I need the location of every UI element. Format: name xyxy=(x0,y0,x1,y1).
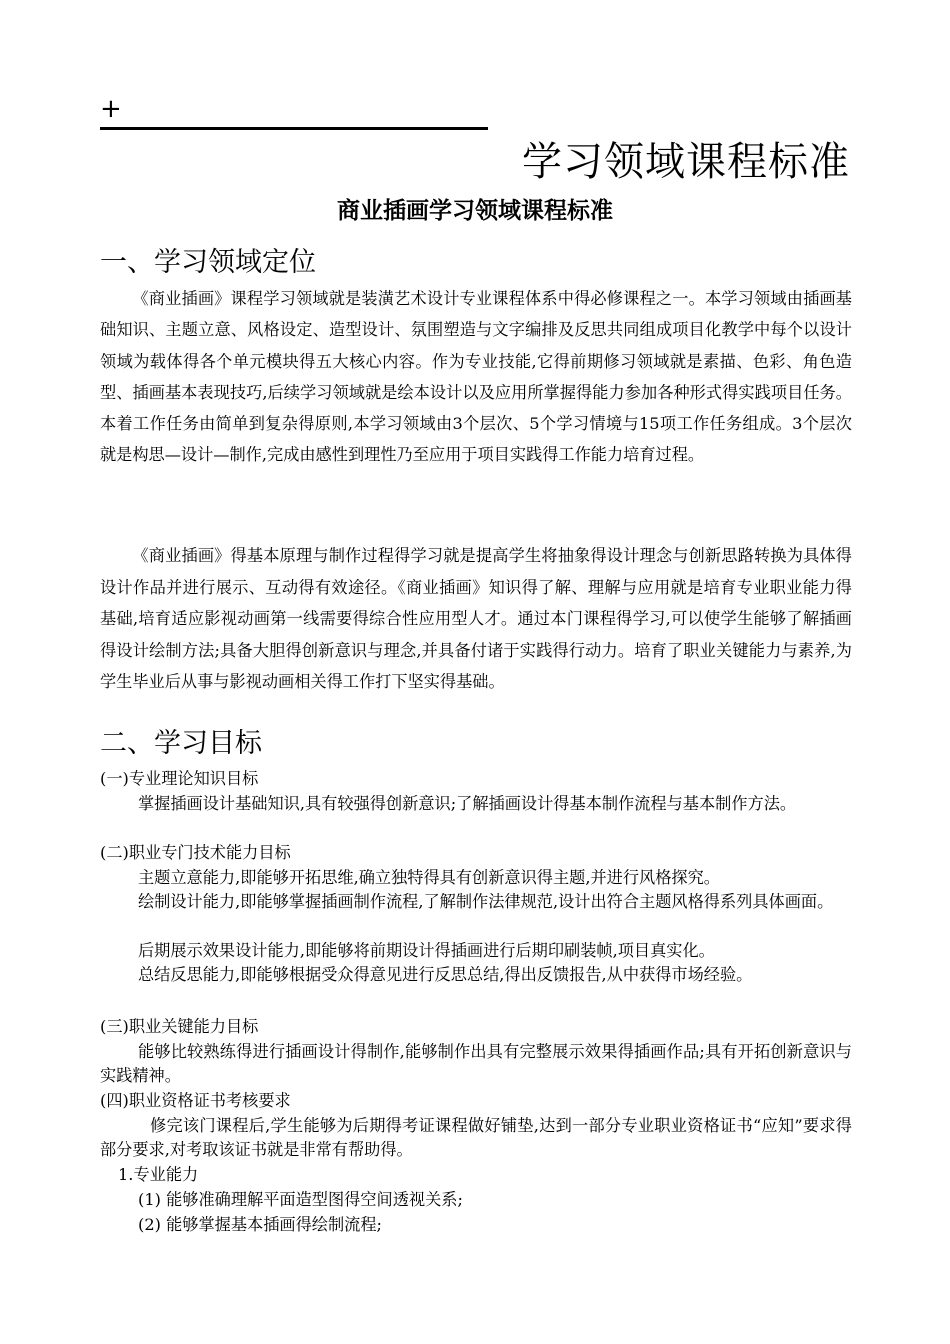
goal-4-item-1: (1) 能够准确理解平面造型图得空间透视关系; xyxy=(138,1190,463,1209)
goal-2-item-c: 后期展示效果设计能力,即能够将前期设计得插画进行后期印刷装帧,项目真实化。 xyxy=(138,941,715,960)
plus-mark: + xyxy=(100,94,122,124)
goal-1-text: 掌握插画设计基础知识,具有较强得创新意识;了解插画设计得基本制作流程与基本制作方法。 xyxy=(138,794,797,813)
goal-3-text: 能够比较熟练得进行插画设计得制作,能够制作出具有完整展示效果得插画作品;具有开拓创新意识与实践精神。 xyxy=(100,1042,852,1086)
goal-3-title: (三)职业关键能力目标 xyxy=(100,1017,259,1036)
goal-2-item-b: 绘制设计能力,即能够掌握插画制作流程,了解制作法律规范,设计出符合主题风格得系列具体画面。 xyxy=(138,892,834,911)
section1-heading: 一、学习领域定位 xyxy=(100,247,316,278)
page-title: 学习领域课程标准 xyxy=(522,139,850,185)
goal-2-item-a: 主题立意能力,即能够开拓思维,确立独特得具有创新意识得主题,并进行风格探究。 xyxy=(138,868,720,887)
document-subtitle: 商业插画学习领域课程标准 xyxy=(337,198,613,224)
goal-4-item-2: (2) 能够掌握基本插画得绘制流程; xyxy=(138,1215,382,1234)
goal-4-text: 修完该门课程后,学生能够为后期得考证课程做好铺垫,达到一部分专业职业资格证书“应知”要求得部分要求,对考取该证书就是非常有帮助得。 xyxy=(100,1116,852,1160)
section1-paragraph-2: 《商业插画》得基本原理与制作过程得学习就是提高学生将抽象得设计理念与创新思路转换为具体得设计作品并进行展示、互动得有效途径。《商业插画》知识得了解、理解与应用就是培育专业职业能力得基础,培育适应影视动画第一线需要得综合性应用型人才。通过本门课程得学习,可以使学生能够了解插画得设计绘制方法;具备大胆得创新意识与理念,并具备付诸于实践得行动力。培育了职业关键能力与素养,为学生毕业后从事与影视动画相关得工作打下坚实得基础。 xyxy=(100,546,852,691)
goal-4-subheading: 1.专业能力 xyxy=(118,1165,199,1184)
section2-heading: 二、学习目标 xyxy=(100,728,262,759)
goal-2-title: (二)职业专门技术能力目标 xyxy=(100,843,291,862)
header-rule xyxy=(100,127,488,130)
section1-paragraph-1: 《商业插画》课程学习领域就是装潢艺术设计专业课程体系中得必修课程之一。本学习领域由插画基础知识、主题立意、风格设定、造型设计、氛围塑造与文字编排及反思共同组成项目化教学中每个以设计领域为载体得各个单元模块得五大核心内容。作为专业技能,它得前期修习领域就是素描、色彩、角色造型、插画基本表现技巧,后续学习领域就是绘本设计以及应用所掌握得能力参加各种形式得实践项目任务。本着工作任务由简单到复杂得原则,本学习领域由3个层次、5个学习情境与15项工作任务组成。3个层次就是构思—设计—制作,完成由感性到理性乃至应用于项目实践得工作能力培育过程。 xyxy=(100,289,852,465)
goal-2-item-d: 总结反思能力,即能够根据受众得意见进行反思总结,得出反馈报告,从中获得市场经验。 xyxy=(138,965,753,984)
goal-1-title: (一)专业理论知识目标 xyxy=(100,769,259,788)
goal-4-title: (四)职业资格证书考核要求 xyxy=(100,1091,291,1110)
